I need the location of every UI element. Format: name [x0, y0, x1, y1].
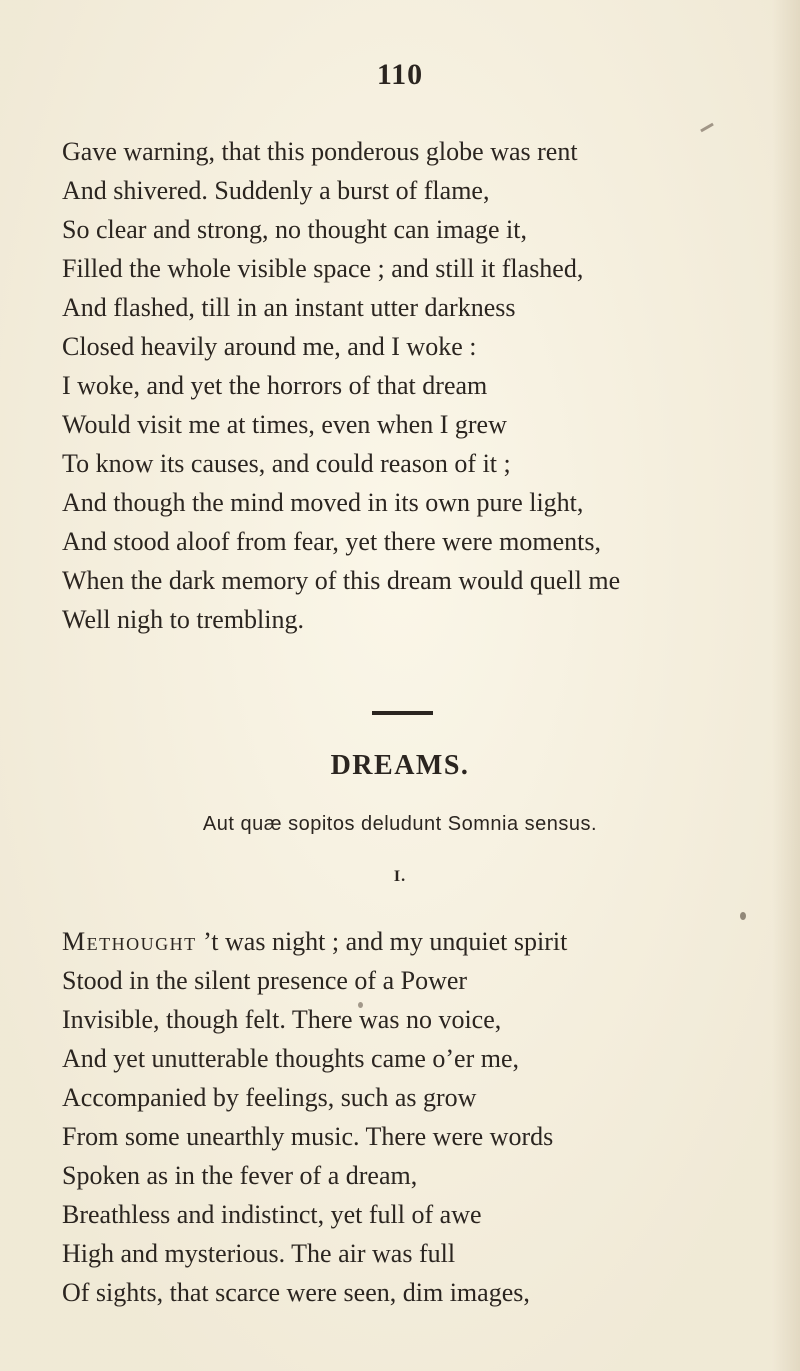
poem-stanza-dreams	[62, 922, 782, 1312]
poem-line: Of sights, that scarce were seen, dim images,	[62, 1278, 530, 1307]
poem-line: And shivered. Suddenly a burst of flame,	[62, 176, 490, 205]
poem-line: So clear and strong, no thought can image it,	[62, 215, 528, 244]
page-number: 110	[376, 58, 424, 91]
print-speck	[740, 912, 746, 920]
poem-title: DREAMS.	[330, 750, 470, 781]
poem-line: From some unearthly music. There were words	[62, 1122, 554, 1151]
poem-line-first	[62, 922, 782, 961]
opening-line-rest: ’t was night ; and my unquiet spirit	[196, 927, 568, 956]
poem-line: When the dark memory of this dream would quell me	[62, 566, 621, 595]
poem-epigraph: Aut quæ sopitos deludunt Somnia sensus.	[202, 813, 598, 835]
poem-line: And flashed, till in an instant utter darkness	[62, 293, 516, 322]
poem-line: Accompanied by feelings, such as grow	[62, 1083, 477, 1112]
poem-stanza-previous	[62, 132, 782, 639]
print-mark	[700, 123, 714, 133]
poem-line: To know its causes, and could reason of it ;	[62, 449, 511, 478]
poem-line: Invisible, though felt. There was no voice,	[62, 1005, 502, 1034]
poem-line: And though the mind moved in its own pure light,	[62, 488, 584, 517]
poem-line: High and mysterious. The air was full	[62, 1239, 456, 1268]
poem-line: Filled the whole visible space ; and still it flashed,	[62, 254, 584, 283]
poem-line: Breathless and indistinct, yet full of awe	[62, 1200, 482, 1229]
section-divider-rule	[372, 711, 433, 715]
poem-line: Well nigh to trembling.	[62, 605, 304, 634]
poem-line: Gave warning, that this ponderous globe was rent	[62, 137, 578, 166]
poem-line: Would visit me at times, even when I grew	[62, 410, 507, 439]
opening-word: Methought	[62, 927, 197, 956]
poem-line: Stood in the silent presence of a Power	[62, 966, 468, 995]
section-number: I.	[393, 868, 407, 885]
poem-line: And yet unutterable thoughts came o’er me,	[62, 1044, 520, 1073]
poem-line: I woke, and yet the horrors of that dream	[62, 371, 488, 400]
poem-line: Closed heavily around me, and I woke :	[62, 332, 477, 361]
poem-line: And stood aloof from fear, yet there were moments,	[62, 527, 602, 556]
poem-line: Spoken as in the fever of a dream,	[62, 1161, 418, 1190]
